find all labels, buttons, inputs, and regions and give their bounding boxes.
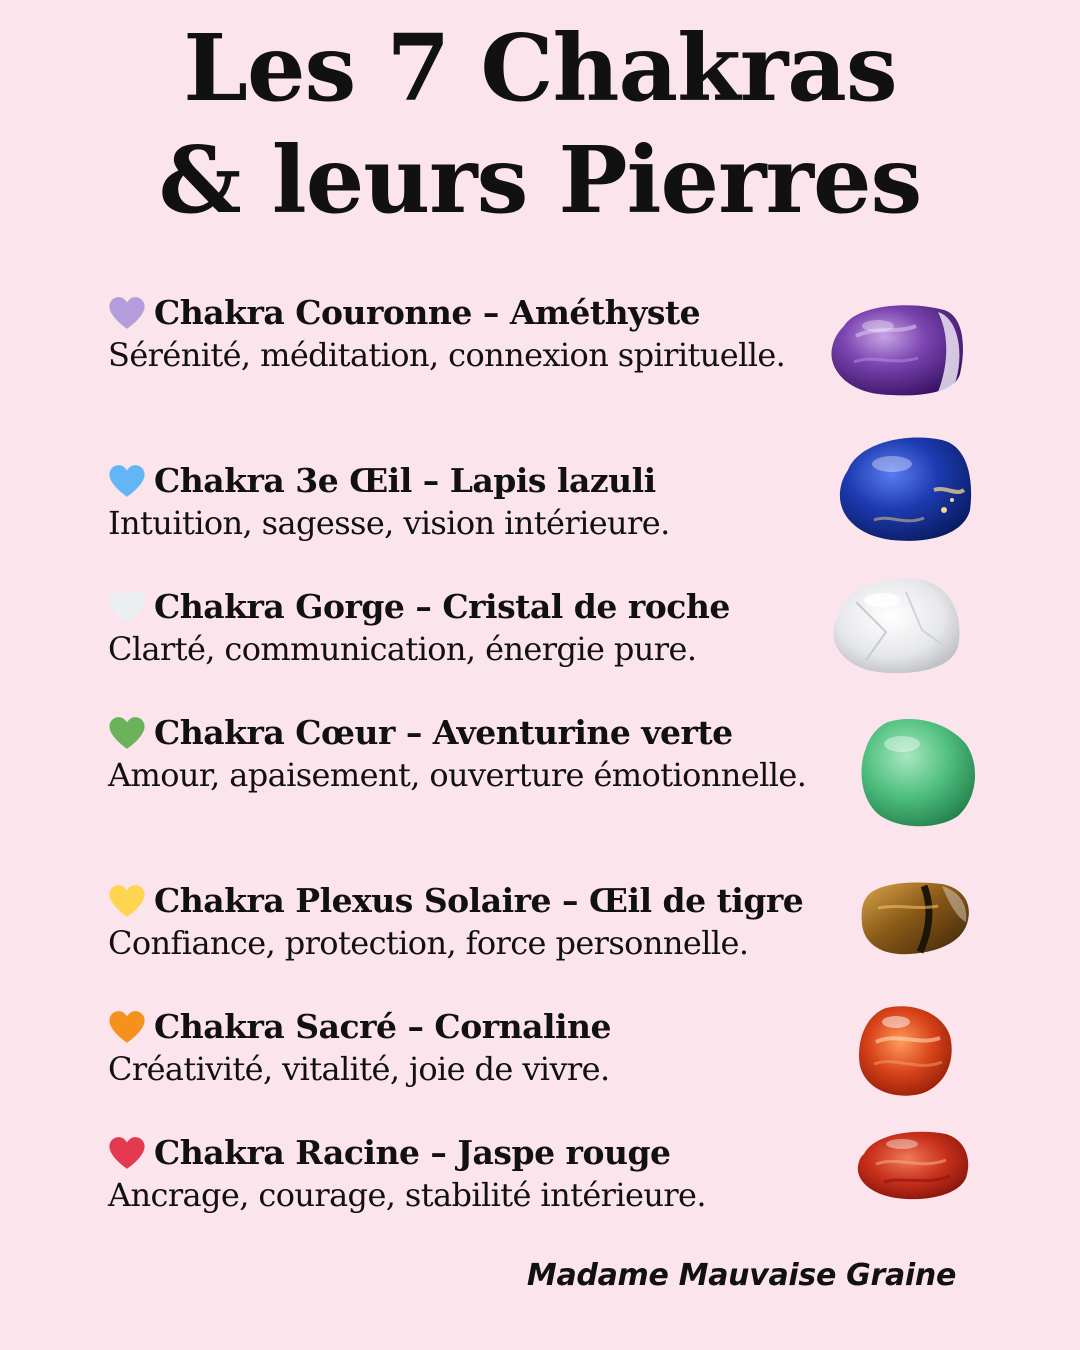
page-title bbox=[0, 12, 1080, 236]
chakra-heading: Chakra Couronne – Améthyste bbox=[154, 293, 701, 332]
carnelian-stone-icon bbox=[856, 1002, 956, 1100]
chakra-item-root bbox=[108, 1132, 848, 1216]
amethyst-stone-icon bbox=[826, 296, 968, 400]
chakra-heading: Chakra Sacré – Cornaline bbox=[154, 1007, 612, 1046]
heart-icon bbox=[108, 1010, 146, 1044]
heart-icon bbox=[108, 296, 146, 330]
chakra-description: Confiance, protection, force personnelle. bbox=[108, 924, 749, 962]
chakra-item-solar-plexus bbox=[108, 880, 848, 964]
chakra-description: Amour, apaisement, ouverture émotionnelle. bbox=[108, 756, 807, 794]
chakra-description: Ancrage, courage, stabilité intérieure. bbox=[108, 1176, 706, 1214]
title-line-1: Les 7 Chakras bbox=[183, 14, 897, 122]
chakra-heading: Chakra 3e Œil – Lapis lazuli bbox=[154, 461, 656, 500]
heart-icon bbox=[108, 1136, 146, 1170]
chakra-item-crown bbox=[108, 292, 848, 376]
chakra-description: Créativité, vitalité, joie de vivre. bbox=[108, 1050, 610, 1088]
heart-icon bbox=[108, 590, 146, 624]
heart-icon bbox=[108, 464, 146, 498]
chakra-heading: Chakra Racine – Jaspe rouge bbox=[154, 1133, 671, 1172]
chakra-description: Intuition, sagesse, vision intérieure. bbox=[108, 504, 670, 542]
chakra-item-third-eye bbox=[108, 460, 848, 544]
chakra-description: Clarté, communication, énergie pure. bbox=[108, 630, 697, 668]
signature: Madame Mauvaise Graine bbox=[526, 1258, 956, 1293]
tigers-eye-stone-icon bbox=[858, 878, 972, 958]
chakra-heading: Chakra Cœur – Aventurine verte bbox=[154, 713, 733, 752]
lapis-lazuli-stone-icon bbox=[834, 430, 976, 546]
chakra-description: Sérénité, méditation, connexion spirituelle. bbox=[108, 336, 786, 374]
chakra-heading: Chakra Plexus Solaire – Œil de tigre bbox=[154, 881, 804, 920]
rock-crystal-stone-icon bbox=[826, 572, 966, 678]
red-jasper-stone-icon bbox=[854, 1126, 972, 1202]
heart-icon bbox=[108, 716, 146, 750]
green-aventurine-stone-icon bbox=[858, 714, 980, 830]
chakra-heading: Chakra Gorge – Cristal de roche bbox=[154, 587, 730, 626]
title-line-2: & leurs Pierres bbox=[158, 126, 922, 234]
heart-icon bbox=[108, 884, 146, 918]
chakra-item-sacral bbox=[108, 1006, 848, 1090]
chakra-item-throat bbox=[108, 586, 848, 670]
chakra-item-heart bbox=[108, 712, 848, 796]
